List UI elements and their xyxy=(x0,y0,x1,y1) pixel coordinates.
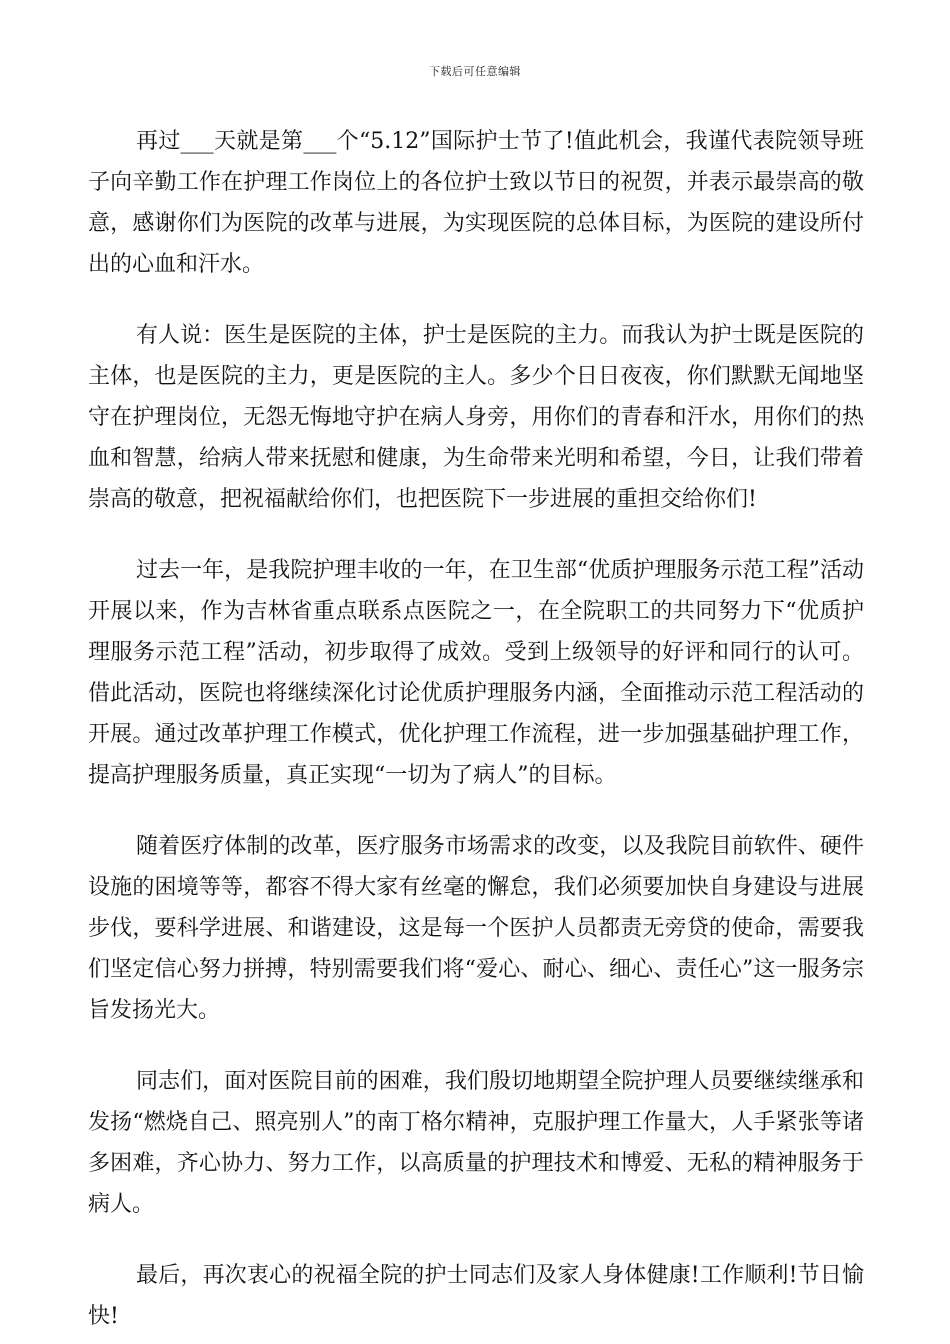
paragraph-3: 过去一年，是我院护理丰收的一年，在卫生部“优质护理服务示范工程”活动开展以来，作为吉林省重点联系点医院之一，在全院职工的共同努力下“优质护理服务示范工程”活动，初步取得了成效。受到上级领导的好评和同行的认可。借此活动，医院也将继续深化讨论优质护理服务内涵，全面推动示范工程活动的开展。通过改革护理工作模式，优化护理工作流程，进一步加强基础护理工作，提高护理服务质量，真正实现“一切为了病人”的目标。 xyxy=(88,558,864,788)
page-header-note: 下载后可任意编辑 xyxy=(429,65,521,78)
document-body xyxy=(88,121,864,1337)
paragraph-6: 最后，再次衷心的祝福全院的护士同志们及家人身体健康!工作顺利!节日愉快! xyxy=(88,1263,864,1329)
paragraph-5: 同志们，面对医院目前的困难，我们殷切地期望全院护理人员要继续继承和发扬“燃烧自己、照亮别人”的南丁格尔精神，克服护理工作量大，人手紧张等诸多困难，齐心协力、努力工作，以高质量的护理技术和博爱、无私的精神服务于病人。 xyxy=(88,1069,864,1217)
paragraph-1: 再过___天就是第___个“5.12”国际护士节了!值此机会，我谨代表院领导班子向辛勤工作在护理工作岗位上的各位护士致以节日的祝贺，并表示最崇高的敬意，感谢你们为医院的改革与进展，为实现医院的总体目标，为医院的建设所付出的心血和汗水。 xyxy=(88,129,864,277)
paragraph-2: 有人说：医生是医院的主体，护士是医院的主力。而我认为护士既是医院的主体，也是医院的主力，更是医院的主人。多少个日日夜夜，你们默默无闻地坚守在护理岗位，无怨无悔地守护在病人身旁，用你们的青春和汗水，用你们的热血和智慧，给病人带来抚慰和健康，为生命带来光明和希望，今日，让我们带着崇高的敬意，把祝福献给你们，也把医院下一步进展的重担交给你们! xyxy=(88,323,864,512)
paragraph-4: 随着医疗体制的改革，医疗服务市场需求的改变，以及我院目前软件、硬件设施的困境等等，都容不得大家有丝毫的懈怠，我们必须要加快自身建设与进展步伐，要科学进展、和谐建设，这是每一个医护人员都责无旁贷的使命，需要我们坚定信心努力拼搏，特别需要我们将“爱心、耐心、细心、责任心”这一服务宗旨发扬光大。 xyxy=(88,834,864,1023)
